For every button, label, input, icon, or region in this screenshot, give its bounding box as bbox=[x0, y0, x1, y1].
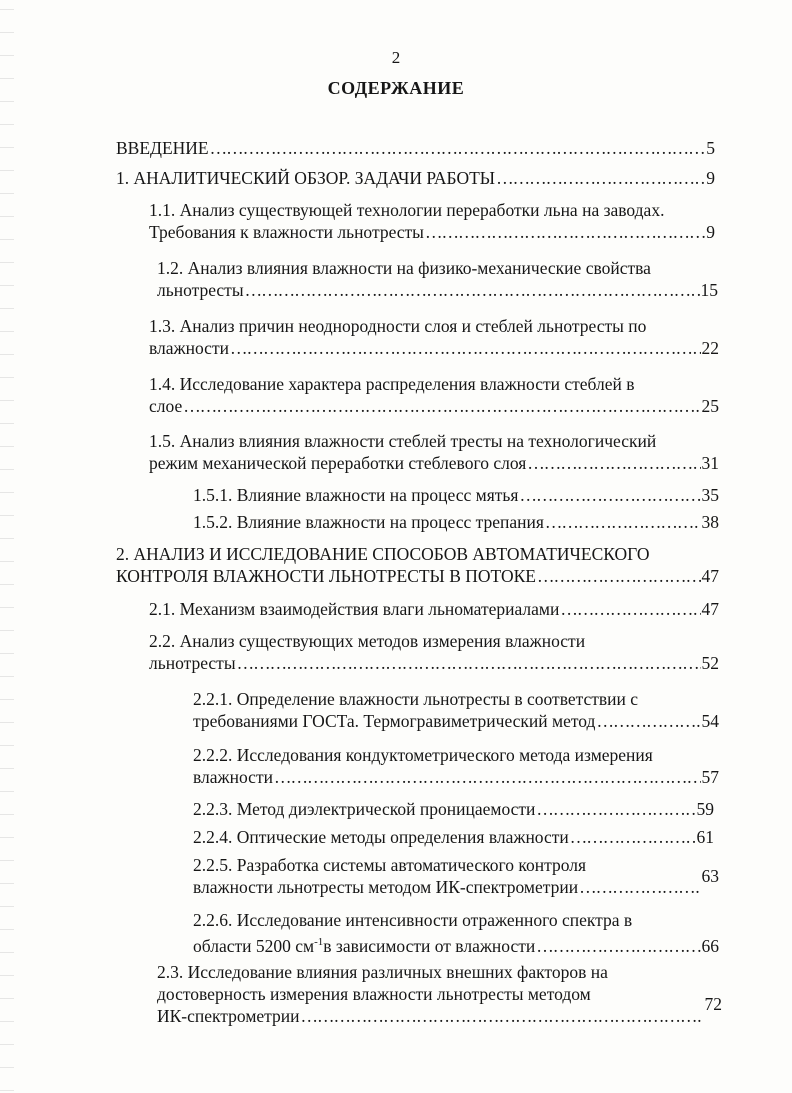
entry-page: 9 bbox=[706, 222, 715, 242]
toc-entry-2-1[interactable] bbox=[149, 598, 719, 620]
toc-entry-intro[interactable] bbox=[116, 137, 715, 159]
leader-dots bbox=[536, 798, 695, 820]
entry-page: 61 bbox=[696, 827, 714, 847]
entry-title: влажности bbox=[149, 338, 229, 358]
entry-title: ИК-спектрометрии bbox=[157, 1006, 300, 1026]
leader-dots bbox=[301, 1005, 704, 1027]
leader-dots bbox=[560, 598, 700, 620]
entry-page: 38 bbox=[701, 512, 719, 532]
superscript: -1 bbox=[314, 936, 324, 948]
toc-entry-1-2[interactable] bbox=[157, 257, 718, 301]
entry-page: 5 bbox=[706, 138, 715, 158]
entry-page: 66 bbox=[701, 935, 719, 956]
toc-entry-2-2-5[interactable] bbox=[193, 854, 719, 898]
entry-page: 54 bbox=[701, 711, 719, 731]
entry-page: 35 bbox=[701, 485, 719, 505]
entry-title-line: 1.2. Анализ влияния влажности на физико-механические свойства bbox=[157, 258, 651, 278]
scan-edge-noise bbox=[0, 0, 14, 1093]
entry-title-line: 2.3. Исследование влияния различных внешних факторов на bbox=[157, 962, 608, 982]
page-number: 2 bbox=[391, 48, 401, 67]
entry-page: 22 bbox=[701, 338, 719, 358]
entry-page: 59 bbox=[696, 799, 714, 819]
toc-entry-1-4[interactable] bbox=[149, 373, 719, 417]
entry-page: 63 bbox=[701, 866, 719, 886]
entry-title: льнотресты bbox=[157, 280, 244, 300]
entry-title-line: 2.2.6. Исследование интенсивности отраженного спектра в bbox=[193, 910, 633, 930]
entry-page: 31 bbox=[701, 453, 719, 473]
entry-title: ВВЕДЕНИЕ bbox=[116, 138, 209, 158]
entry-title: 1.5.2. Влияние влажности на процесс трепания bbox=[193, 512, 544, 532]
entry-title-line: 2.2.5. Разработка системы автоматического контроля bbox=[193, 855, 587, 875]
leader-dots bbox=[425, 221, 705, 243]
toc-entry-chapter-1[interactable] bbox=[116, 167, 715, 189]
entry-title: области 5200 $см^{-1}в$ зависимости от влажности bbox=[193, 935, 536, 956]
entry-title-line: 1.4. Исследование характера распределения влажности стеблей в bbox=[149, 374, 635, 394]
entry-title: требованиями ГОСТа. Термогравиметрический метод bbox=[193, 711, 596, 731]
entry-page: 15 bbox=[700, 280, 718, 300]
entry-page: 52 bbox=[701, 653, 719, 673]
entry-title: 1.5.1. Влияние влажности на процесс мятья bbox=[193, 485, 519, 505]
entry-title: КОНТРОЛЯ ВЛАЖНОСТИ ЛЬНОТРЕСТЫ В ПОТОКЕ bbox=[116, 566, 536, 586]
entry-title: режим механической переработки стеблевого слоя bbox=[149, 453, 527, 473]
entry-title: влажности льнотресты методом ИК-спектрометрии bbox=[193, 877, 579, 897]
entry-title: 2.2.3. Метод диэлектрической проницаемости bbox=[193, 799, 536, 819]
entry-title-line: достоверность измерения влажности льнотресты методом bbox=[157, 984, 591, 1004]
toc-entry-2-2-2[interactable] bbox=[193, 744, 719, 788]
leader-dots bbox=[519, 484, 700, 506]
entry-title: Требования к влажности льнотресты bbox=[149, 222, 424, 242]
entry-title-line: 1.5. Анализ влияния влажности стеблей тресты на технологический bbox=[149, 431, 657, 451]
leader-dots bbox=[570, 826, 696, 848]
leader-dots bbox=[210, 137, 706, 159]
entry-title-line: 2.2. Анализ существующих методов измерения влажности bbox=[149, 631, 586, 651]
leader-dots bbox=[274, 766, 701, 788]
leader-dots bbox=[230, 337, 701, 359]
entry-page: 25 bbox=[701, 396, 719, 416]
entry-title-line: 2.2.1. Определение влажности льнотресты в соответствии с bbox=[193, 689, 639, 709]
entry-page: 9 bbox=[706, 168, 715, 188]
toc-entry-1-5[interactable] bbox=[149, 430, 719, 474]
toc-entry-2-2[interactable] bbox=[149, 630, 719, 674]
leader-dots bbox=[183, 395, 700, 417]
entry-title-line: 2. АНАЛИЗ И ИССЛЕДОВАНИЕ СПОСОБОВ АВТОМАТИЧЕСКОГО bbox=[116, 544, 650, 564]
toc-entry-2-2-3[interactable] bbox=[193, 798, 714, 820]
toc-entry-2-2-6[interactable] bbox=[193, 909, 719, 957]
leader-dots bbox=[596, 710, 700, 732]
entry-page: 47 bbox=[701, 599, 719, 619]
entry-title-line: 2.2.2. Исследования кондуктометрического метода измерения bbox=[193, 745, 653, 765]
entry-title: 2.1. Механизм взаимодействия влаги льноматериалами bbox=[149, 599, 560, 619]
leader-dots bbox=[237, 652, 701, 674]
toc-entry-2-2-1[interactable] bbox=[193, 688, 719, 732]
entry-page: 72 bbox=[704, 994, 722, 1014]
leader-dots bbox=[527, 452, 700, 474]
entry-title: влажности bbox=[193, 767, 273, 787]
toc-entry-1-1[interactable] bbox=[149, 199, 715, 243]
page-title: СОДЕРЖАНИЕ bbox=[327, 78, 465, 98]
toc-entry-2-3[interactable] bbox=[157, 961, 722, 1027]
leader-dots bbox=[579, 876, 700, 898]
entry-title: 1. АНАЛИТИЧЕСКИЙ ОБЗОР. ЗАДАЧИ РАБОТЫ bbox=[116, 168, 496, 188]
leader-dots bbox=[537, 565, 701, 587]
leader-dots bbox=[545, 511, 701, 533]
toc-entry-2-2-4[interactable] bbox=[193, 826, 714, 848]
toc-entry-1-5-1[interactable] bbox=[193, 484, 719, 506]
toc-entry-chapter-2[interactable] bbox=[116, 543, 719, 587]
entry-page: 57 bbox=[701, 767, 719, 787]
entry-title-line: 1.3. Анализ причин неоднородности слоя и стеблей льнотресты по bbox=[149, 316, 647, 336]
leader-dots bbox=[536, 935, 700, 957]
toc-entry-1-5-2[interactable] bbox=[193, 511, 719, 533]
entry-title: слое bbox=[149, 396, 183, 416]
leader-dots bbox=[496, 167, 705, 189]
leader-dots bbox=[245, 279, 700, 301]
toc-entry-1-3[interactable] bbox=[149, 315, 719, 359]
entry-page: 47 bbox=[701, 566, 719, 586]
entry-title: 2.2.4. Оптические методы определения влажности bbox=[193, 827, 569, 847]
entry-title-line: 1.1. Анализ существующей технологии переработки льна на заводах. bbox=[149, 200, 665, 220]
entry-title: льнотресты bbox=[149, 653, 236, 673]
